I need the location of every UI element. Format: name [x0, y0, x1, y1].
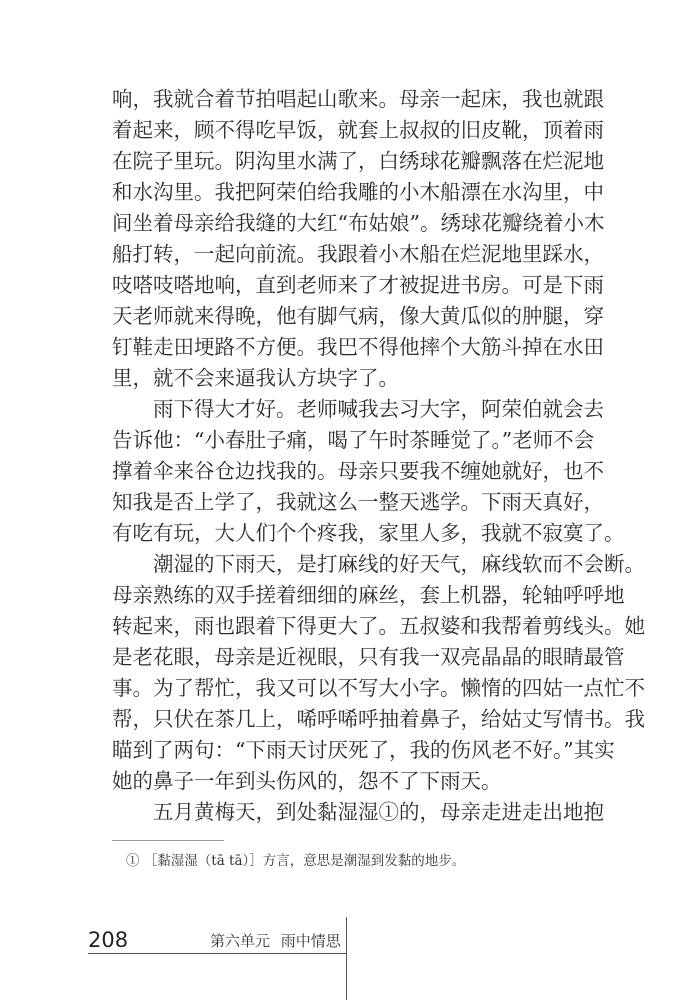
- body-line: 潮湿的下雨天，是打麻线的好天气，麻线软而不会断。: [112, 552, 645, 576]
- footer-horizontal-rule: [88, 953, 346, 954]
- body-line: 是老花眼，母亲是近视眼，只有我一双亮晶晶的眼睛最管: [112, 645, 625, 669]
- body-line: 撑着伞来谷仓边找我的。母亲只要我不缠她就好，也不: [112, 459, 604, 483]
- running-title: 第六单元 雨中情思: [210, 932, 341, 950]
- body-line: 船打转，一起向前流。我跟着小木船在烂泥地里踩水，: [112, 242, 604, 266]
- body-line: 钉鞋走田埂路不方便。我巴不得他摔个大筋斗掉在水田: [112, 335, 604, 359]
- body-line: 雨下得大才好。老师喊我去习大字，阿荣伯就会去: [112, 397, 604, 421]
- body-line: 吱嗒吱嗒地响，直到老师来了才被捉进书房。可是下雨: [112, 273, 604, 297]
- body-line: 母亲熟练的双手搓着细细的麻丝，套上机器，轮轴呼呼地: [112, 583, 625, 607]
- body-line: 在院子里玩。阴沟里水满了，白绣球花瓣飘落在烂泥地: [112, 149, 604, 173]
- footnote: ① ［黏湿湿（tā tā）］方言，意思是潮湿到发黏的地步。: [126, 853, 466, 869]
- body-line: 着起来，顾不得吃早饭，就套上叔叔的旧皮靴，顶着雨: [112, 118, 604, 142]
- body-line: 知我是否上学了，我就这么一整天逃学。下雨天真好，: [112, 490, 604, 514]
- body-line: 告诉他：“小春肚子痛，喝了午时茶睡觉了。”老师不会: [112, 428, 595, 452]
- body-line: 间坐着母亲给我缝的大红“布姑娘”。绣球花瓣绕着小木: [112, 211, 605, 235]
- body-line: 里，就不会来逼我认方块字了。: [112, 366, 399, 390]
- body-line: 和水沟里。我把阿荣伯给我雕的小木船漂在水沟里，中: [112, 180, 604, 204]
- body-text: [112, 84, 645, 828]
- body-line: 事。为了帮忙，我又可以不写大小字。懒惰的四姑一点忙不: [112, 676, 645, 700]
- body-line: 有吃有玩，大人们个个疼我，家里人多，我就不寂寞了。: [112, 521, 625, 545]
- body-line: 五月黄梅天，到处黏湿湿①的，母亲走进走出地抱: [112, 800, 604, 824]
- body-line: 天老师就来得晚，他有脚气病，像大黄瓜似的肿腿，穿: [112, 304, 604, 328]
- footnote-divider: [112, 840, 224, 841]
- body-line: 响，我就合着节拍唱起山歌来。母亲一起床，我也就跟: [112, 87, 604, 111]
- body-line: 瞄到了两句：“下雨天讨厌死了，我的伤风老不好。”其实: [112, 738, 615, 762]
- body-line: 帮，只伏在茶几上，唏呼唏呼抽着鼻子，给姑丈写情书。我: [112, 707, 645, 731]
- footer-vertical-rule: [346, 917, 347, 1000]
- body-line: 转起来，雨也跟着下得更大了。五叔婆和我帮着剪线头。她: [112, 614, 645, 638]
- page-number: 208: [88, 928, 129, 952]
- body-line: 她的鼻子一年到头伤风的，怨不了下雨天。: [112, 769, 502, 793]
